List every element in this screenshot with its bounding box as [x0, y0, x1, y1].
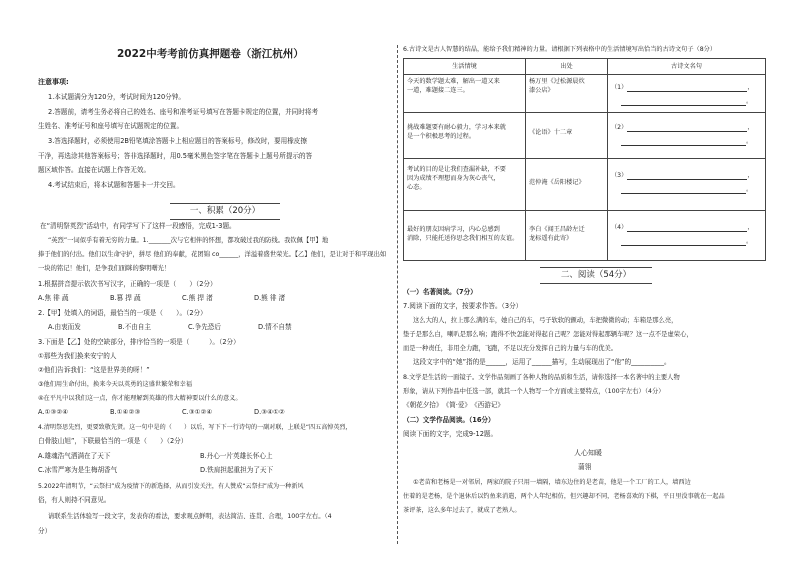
question-4-cont: 白骨肢山旭”，下联最恰当的一项是（ ）（2分） — [38, 437, 188, 445]
situation-cell: 挑战难题要有耐心毅力，学习本来就 是一个积极思考的过程。 — [404, 113, 526, 159]
story-author: 蒲翎 — [578, 463, 592, 471]
situation-cell: 最好的朋友因病学习，内心总感到 消除，只能托送你思念我们相互的友谊。 — [404, 211, 526, 261]
col-header-situation: 生活情境 — [404, 59, 526, 75]
notice-line: 生姓名、准考证号和座号填写在试题规定的位置。 — [38, 122, 184, 130]
passage-line: 捧于他们的付出。他们以生命守护，拼尽 他们的奉献，花团锦 co______，洋溢着盛世荣光。【乙】他们，是让对于和平现出如 — [38, 251, 387, 258]
subsection-literature: （二）文学作品阅读。（16分） — [403, 416, 495, 424]
table-row — [404, 75, 766, 113]
reading-intro: 阅读下面的文字，完成9-12题。 — [403, 430, 498, 438]
source-cell: 李白《闻王昌龄左迁 龙标遥有此寄》 — [526, 211, 608, 261]
reading-line: 垫子是那么白，喇叭是那么响；跑得不快怎能对得起自己呢？怎能对得起那辆车呢？这一点不是虚荣心， — [403, 331, 693, 338]
question-5: 5.2022年清明节，“云祭扫”成为疫情下的新选择，从而引发关注，有人赞成“云祭扫”成为一种新风 — [38, 483, 304, 490]
story-line: 茶评茶，这么多年过去了，就成了老熟人。 — [403, 507, 521, 514]
q3-item: ①那些为我们换来安宁的人 — [38, 352, 117, 360]
q4-option-a: A.雄魂浩气洒满在了天下 — [38, 452, 111, 460]
q3-item: ②他们告诉我们：“这是世界美的呀！” — [38, 366, 150, 374]
question-intro: 在“清明祭英烈”活动中，有同学写下了这样一段感悟，完成1-3题。 — [40, 222, 236, 230]
question-8-cont: 形象，请从下列作品中任选一部，就其一个人物写一个方面或主要特点，（100字左右）（4分） — [403, 388, 665, 395]
q1-option-b: B.篡 捍 蔬 — [110, 294, 141, 302]
section-reading-header — [540, 267, 652, 284]
passage-line: “英烈”一词似乎有着无穷的力量。1._______次与它相伴的怀想，都攻破过我的防线。我钦佩【甲】地 — [48, 237, 329, 244]
source-cell: 《论语》十二章 — [526, 113, 608, 159]
table-header-row — [404, 59, 766, 75]
q4-option-c: C.冰雪严寒为是生梅胡香气 — [38, 466, 118, 474]
situation-cell: 考试的目的是让我们查漏补缺，不要 因为成绩不理想而身为灰心丧气， 心态。 — [404, 159, 526, 211]
q4-option-b: B.丹心一片英雄长怀心上 — [200, 452, 273, 460]
page-title: 2022中考考前仿真押题卷（浙江杭州） — [117, 48, 304, 60]
section-title: 二、阅读（54分） — [560, 270, 632, 280]
question-8-books: 《朝花夕拾》 《简·爱》 《西游记》 — [403, 401, 504, 409]
notice-line: 干净，再选涂其他答案标号；答非选择题时，用0.5毫米黑色签字笔在答题卡上题号所提示的答 — [38, 152, 313, 160]
notice-line: 2.答题前，请考生务必将自己的姓名、座号和准考证号填写在答题卡规定的位置，并同时将考 — [48, 108, 319, 116]
table-row — [404, 113, 766, 159]
question-5-points: 分） — [38, 527, 52, 535]
q3-option-c: C.③①②④ — [182, 408, 213, 416]
q3-option-d: D.③④①② — [254, 408, 285, 416]
notice-heading: 注意事项: — [38, 78, 69, 86]
table-row — [404, 211, 766, 261]
source-cell: 范仲淹《岳阳楼记》 — [526, 159, 608, 211]
table-row — [404, 159, 766, 211]
q3-item: ④在平凡中以我们这一点，你才能理解到英雄的伟大精神要以什么的意义。 — [38, 395, 242, 402]
q2-option-c: C.争先恐后 — [188, 323, 222, 331]
q3-option-b: B.①④②③ — [110, 408, 141, 416]
answer-cell[interactable]: （2） ， 。 — [608, 113, 766, 159]
q1-option-c: C.熊 捍 渚 — [182, 294, 213, 302]
q2-option-a: A.由衷而发 — [48, 323, 81, 331]
notice-line: 1.本试题满分为120分，考试时间为120分钟。 — [48, 93, 185, 101]
q2-option-d: D.情不自禁 — [258, 323, 292, 331]
story-title: 人心知暖 — [574, 449, 602, 457]
q2-option-b: B.不由自主 — [118, 323, 151, 331]
notice-line: 题区域作答。直接在试题上作答无效。 — [38, 166, 151, 174]
q3-option-a: A.①③②④ — [38, 408, 69, 416]
subsection-classics: （一）名著阅读。（7分） — [403, 288, 477, 296]
story-line: ①老苗和老杨是一对邻居，两家的院子只用一墙隔，墙东边住的是老苗，他是一个工厂的工人，墙西边 — [413, 479, 691, 486]
col-header-lines: 古诗文名句 — [608, 59, 766, 75]
question-1: 1.根据拼音提示依次书写汉字，正确的一项是（ ）（2分） — [38, 280, 217, 288]
col-header-source: 出处 — [526, 59, 608, 75]
question-7: 7.阅读下面的文字，按要求作答。（3分） — [403, 302, 523, 310]
q4-option-d: D.铁肩担起重担为了天下 — [200, 466, 274, 474]
passage-line: 一块的铭记！他们，是争我们面眯的黎明曙光！ — [38, 265, 171, 272]
question-6: 6.古诗文是古人智慧的结晶，能给予我们精神的力量。请根据下列表格中的生活情境写出恰当的古诗文句子（8分） — [403, 46, 717, 53]
reading-line: 而是一种责任，非用全力跑，飞跑，不足以充分发挥自己的力量与车的优美。 — [403, 345, 618, 352]
question-7-prompt: 这段文字中的“她”指的是______，运用了______描写，生动展现出了“他”的__________。 — [413, 358, 671, 366]
situation-cell: 今天的数学题太难，解出一道又来 一道，难题接二连三。 — [404, 75, 526, 113]
source-cell: 杨万里《过松源晨炊 漆公店》 — [526, 75, 608, 113]
question-2: 2.【甲】处填入的词语，最恰当的一项是（ ）。（2分） — [38, 309, 207, 317]
poetry-table — [403, 58, 766, 261]
question-8: 8.文学是生活的一面镜子。文学作品刻画了各种人物的品质和生活，请你选择一本名著中的主要人物 — [403, 374, 680, 381]
question-3: 3.下面是【乙】处的空缺部分，排序恰当的一项是（ ）。（2分） — [38, 338, 240, 346]
q3-item: ③他们用生命付出，换来今天以英勇的这盛世繁荣和幸福 — [38, 381, 193, 388]
section-title: 一、积累（20分） — [189, 206, 261, 216]
q1-option-a: A.焦 徘 蔬 — [38, 294, 69, 302]
answer-cell[interactable]: （3） ， 。 — [608, 159, 766, 211]
notice-line: 4.考试结束后，将本试题和答题卡一并交回。 — [48, 181, 180, 189]
answer-cell[interactable]: （4） ， 。 — [608, 211, 766, 261]
notice-line: 3.答选择题时，必须使用2B铅笔填涂答题卡上相应题目的答案标号，修改时，要用橡皮擦 — [48, 137, 307, 145]
reading-line: 这么大的人，拉上那么满的车，她自己的车，弓子软软的颤动，车把微微的动；车箱是那么亮， — [413, 317, 678, 324]
q1-option-d: D.熊 徘 渚 — [254, 294, 286, 302]
question-4: 4.清明祭思先烈，更要致敬先贤。这一句中是的（ ）以后，写下下一行诗句的一副对联，上联是“四五高悼英烈， — [38, 424, 352, 431]
section-accumulation-header — [170, 203, 280, 220]
question-5-prompt: 请联系生活体验写一段文字，发表你的看法，要求观点鲜明，表达简洁、连贯、合理，100字左右。（4 — [48, 513, 332, 520]
question-5-cont: 俗，有人则持不同意见。 — [38, 496, 111, 504]
answer-cell[interactable]: （1） ， 。 — [608, 75, 766, 113]
story-line: 住着的是老杨，是个退休后以钓鱼来消遣，两个人年纪相仿，但兴趣却不同，老杨喜欢的下棋，平日里没事就在一起品 — [403, 493, 725, 500]
